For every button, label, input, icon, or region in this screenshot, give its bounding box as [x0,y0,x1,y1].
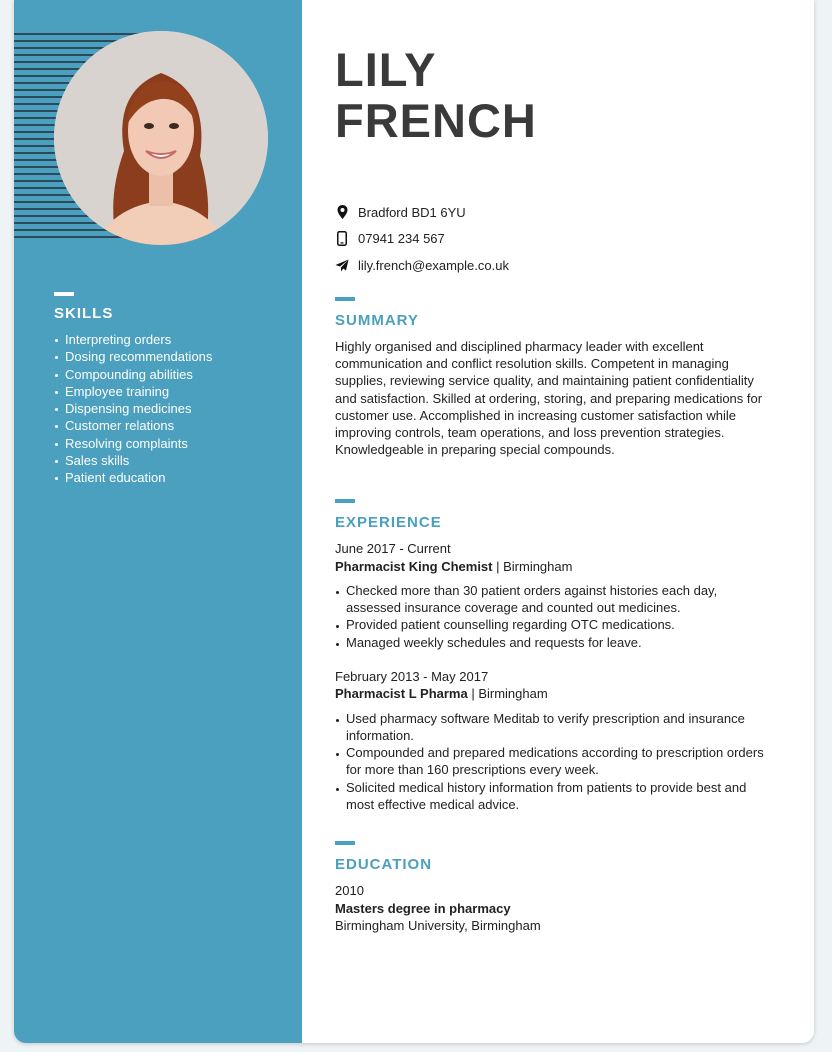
map-pin-icon [335,204,349,220]
education-accent-bar [335,841,355,845]
job-bullet: Provided patient counselling regarding OTC medications. [335,616,775,633]
last-name: FRENCH [335,94,537,147]
candidate-name [335,44,537,146]
job-bullet: Managed weekly schedules and requests for leave. [335,634,775,651]
skills-heading: SKILLS [54,305,114,322]
job-bullet: Solicited medical history information from patients to provide best and most effective medical advice. [335,779,775,813]
job-bullet: Checked more than 30 patient orders against histories each day, assessed insurance coverage and counted out medicines. [335,582,775,616]
experience-section [335,499,775,830]
phone-text: 07941 234 567 [358,231,445,247]
job-bullet: Used pharmacy software Meditab to verify prescription and insurance information. [335,710,775,744]
job-role [335,558,775,576]
experience-heading: EXPERIENCE [335,514,442,531]
summary-accent-bar [335,297,355,301]
education-year: 2010 [335,883,364,898]
skills-accent-bar [54,292,74,296]
skill-item: Dispensing medicines [54,400,284,417]
contact-block [335,199,775,279]
phone-icon [335,231,349,247]
contact-phone [335,226,775,253]
summary-heading: SUMMARY [335,312,419,329]
job-location: | Birmingham [467,686,548,702]
contact-email [335,252,775,279]
skills-section [54,292,284,487]
skill-item: Employee training [54,383,284,400]
address-text: Bradford BD1 6YU [358,204,466,220]
job-title: Pharmacist King Chemist [335,558,493,574]
summary-text: Highly organised and disciplined pharmacy leader with excellent communication and conflict resolution skills. Competent in managing supplies, reviewing service quality, and maintaining patient confidentiality and satisfaction. Skilled at ordering, storing, and preparing medications for customer use. Accomplished in increasing customer satisfaction while improving controls, team operations, and loss prevention strategies. Knowledgeable in preparing special compounds. [335,339,763,458]
job-title: Pharmacist L Pharma [335,686,468,702]
skill-item: Patient education [54,469,284,486]
job-dates: February 2013 - May 2017 [335,668,489,684]
job-dates: June 2017 - Current [335,541,451,556]
education-degree: Masters degree in pharmacy [335,900,511,916]
skill-item: Compounding abilities [54,366,284,383]
education-heading: EDUCATION [335,856,433,873]
profile-photo [54,31,268,245]
experience-accent-bar [335,499,355,503]
job-entry [335,668,775,813]
skill-item: Sales skills [54,452,284,469]
job-entry [335,540,775,651]
job-location: | Birmingham [492,558,573,574]
job-role [335,685,775,703]
job-bullet: Compounded and prepared medications according to prescription orders for more than 160 prescriptions every week. [335,744,775,778]
skills-list [54,331,284,487]
sidebar [14,0,302,1043]
summary-section [335,297,775,458]
email-text[interactable]: lily.french@example.co.uk [358,257,509,273]
skill-item: Customer relations [54,417,284,434]
job-bullets [335,582,775,651]
job-bullets [335,710,775,813]
education-school: Birmingham University, Birmingham [335,918,541,933]
education-section [335,841,775,935]
first-name: LILY [335,43,437,96]
resume-page [14,0,814,1043]
contact-address [335,199,775,226]
skill-item: Dosing recommendations [54,348,284,365]
skill-item: Interpreting orders [54,331,284,348]
skill-item: Resolving complaints [54,435,284,452]
send-icon [335,257,349,273]
